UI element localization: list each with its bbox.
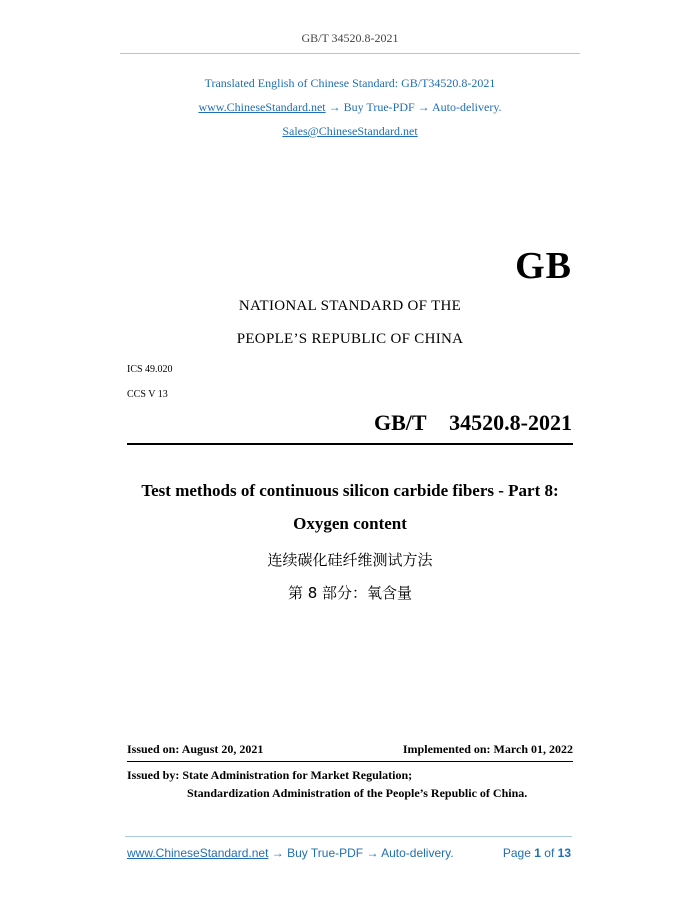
national-standard-line2: PEOPLE’S REPUBLIC OF CHINA: [236, 331, 464, 347]
implemented-on-date: Implemented on: March 01, 2022: [402, 742, 573, 756]
title-en-line2: Oxygen content: [293, 514, 407, 533]
gb-mark: GB: [515, 245, 572, 287]
translated-notice: Translated English of Chinese Standard: GB/T34520.8-2021: [204, 76, 496, 90]
site-link[interactable]: www.ChineseStandard.net: [198, 100, 326, 114]
running-header: GB/T 34520.8-2021: [301, 31, 399, 45]
footer-promo: [127, 846, 454, 860]
page-indicator: [503, 846, 571, 860]
title-en-line1: Test methods of continuous silicon carbide fibers - Part 8:: [141, 481, 559, 500]
page-of: of: [544, 846, 555, 860]
footer-divider: [125, 836, 572, 837]
page-total: 13: [557, 846, 571, 860]
promo-tail-text: → Buy True-PDF → Auto-delivery.: [325, 100, 502, 114]
ccs-code: CCS V 13: [127, 389, 168, 400]
title-cn-line1: 连续碳化硅纤维测试方法: [267, 551, 433, 569]
page-current: 1: [534, 846, 541, 860]
header-divider: [120, 53, 580, 54]
issued-by-line2: Standardization Administration of the People’s Republic of China.: [187, 786, 528, 800]
email-link[interactable]: Sales@ChineseStandard.net: [282, 124, 418, 138]
page-label: Page: [502, 846, 531, 860]
ics-code: ICS 49.020: [127, 364, 173, 375]
title-cn-line2: 第 8 部分：氧含量: [287, 584, 413, 602]
standard-number-rule: [127, 443, 573, 445]
issued-by-line1: Issued by: State Administration for Market Regulation;: [127, 768, 413, 782]
standard-number: GB/T 34520.8-2021: [373, 410, 572, 435]
issued-on-date: Issued on: August 20, 2021: [127, 742, 264, 756]
national-standard-line1: NATIONAL STANDARD OF THE: [238, 298, 462, 314]
footer-site-link[interactable]: www.ChineseStandard.net: [127, 846, 269, 860]
issue-date-rule: [127, 761, 573, 762]
footer-tail-text: → Buy True-PDF → Auto-delivery.: [268, 846, 454, 860]
promo-links-line: [0, 100, 700, 115]
email-line: [0, 124, 700, 139]
